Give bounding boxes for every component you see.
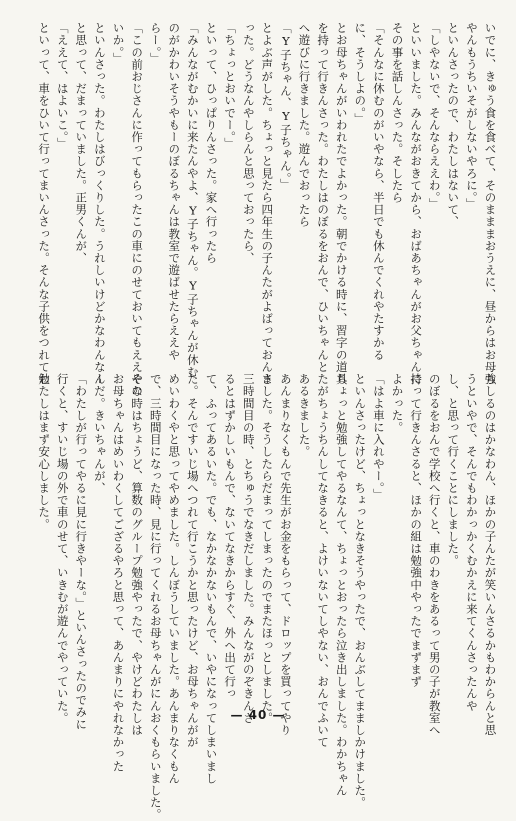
- text-line: あんまりなくもんで先生がお金をもらって、ドロップを買ってやり: [278, 373, 293, 736]
- text-line: ちょっと勉強してやるなんて、ちょっとおったら泣き出しました。わかちゃん: [334, 373, 349, 797]
- text-line: いか。」: [111, 22, 126, 65]
- text-line: 「ちょっとおいでー。」: [223, 22, 238, 150]
- text-line: に、そうしよの。」: [353, 22, 368, 126]
- text-line: 「Y子ちゃん、Y子ちゃん。」: [278, 22, 293, 191]
- text-line: めいわくやと思ってやめました。しんぼうしていました。あんまりなくもん: [167, 373, 182, 785]
- text-line: お母ちゃんはめいわくしてござるやろと思って、あんまりにやれなかった: [111, 373, 126, 773]
- text-line: て、ふってあるいた。でも、なかなかないもんで、いやになってしまいまし: [204, 373, 219, 785]
- text-line: よかった。: [390, 373, 405, 434]
- text-line: た。そんですいじ場へつれて行こうかと思ったけど、お母ちゃんがが: [185, 373, 200, 749]
- text-line: ました。そうしたらだまってしまったのでまたほっとしました。: [260, 373, 275, 724]
- text-line: といんさったけど、ちょっとなきそうやったで、おんぶしてまましかけました。: [353, 373, 368, 809]
- text-line: といって、車をひいて行ってまいんさった。そんな子供をつれて勉: [37, 22, 52, 385]
- text-line: といんさった。わたしはびっくりした。うれしいけどかなわんなー: [92, 22, 107, 385]
- text-line: 「しやないで、そんならええわ。」: [427, 22, 442, 210]
- text-line: 三時間目の時、とちゅうでなきだしました。みんながのぞきんさ: [241, 373, 256, 724]
- text-line: 「みんながむかいに来たんやよ、Y子ちゃん。Y子ちゃんが休む: [185, 22, 200, 378]
- text-line: といんさったので、わたしはないて、: [446, 22, 461, 228]
- text-line: わたしはまず安心しました。: [37, 373, 52, 531]
- text-line: し、と思って行くことにしました。: [446, 373, 461, 567]
- text-line: その事を話しんさった。そしたら: [390, 22, 405, 204]
- text-line: 「ええて、はよいこ。」: [55, 22, 70, 150]
- text-line: 「そんなに休むのがいやなら、半日でも休んでくれやたすかる: [371, 22, 386, 361]
- text-line: 「はよ車に入れやー。」: [371, 373, 386, 501]
- text-line: うといやで、そんでもわかっかくむかえに来てくんさったんや: [464, 373, 479, 712]
- text-line: を持って行きんさった。わたしはのぼるをおんで、ひいちゃんと: [316, 22, 331, 373]
- text-line: のがかわいそうやもーのぼるちゃんは教室で遊ばせたらええや: [167, 22, 182, 361]
- text-line: といって、ひっぱりんさった。家へ行ったら: [204, 22, 219, 264]
- text-line: らー。」: [148, 22, 163, 65]
- text-line: 行くと、すいじ場の外で車のせて、いきむが遊んでやっていた。: [55, 373, 70, 724]
- page-number: — 40 —: [230, 708, 286, 722]
- text-line: その時はちょうど、算数のグループ勉強やったで、やけどわたしは: [130, 373, 145, 736]
- text-line: 強しるのはかなわん、ほかの子んたが笑いんさるかもわからんと思: [483, 373, 498, 736]
- text-line: たがちょうちんしてなきると、よけいないてしやない、おんでふいて: [316, 373, 331, 749]
- text-line: とお母ちゃんがいわれたでよかった。朝でかける時に、習字の道具: [334, 22, 349, 385]
- text-line: るとはずかしいもんで、ないてなきからすぐ、外へ出て行っ: [223, 373, 238, 700]
- text-line: のぼるをおんで学校へ行くと、車のわきをあるって男の子が教室へ: [427, 373, 442, 736]
- text-line: んだ。きいちゃんが、: [92, 373, 107, 494]
- text-line: で、三時間目になった時、見に行ってくれるお母ちゃんがにんおくもらいました。: [148, 373, 163, 821]
- text-line: あるきました。: [297, 373, 312, 458]
- text-line: 持って行きんさると、ほかの組は勉強中やったでまずまず: [409, 373, 424, 688]
- text-line: へ遊びに行きました。遊んでおったら: [297, 22, 312, 228]
- text-line: といいました。みんながおきてから、おばあちゃんがお父ちゃんに: [409, 22, 424, 385]
- text-line: 「わたしが行ってやるに見に行きやーな。」といんさったのでみに: [74, 373, 89, 731]
- text-line: と思って、だまっていました。正男くんが、: [74, 22, 89, 264]
- text-line: とよぶ声がした。ちょっと見たら四年生の子んたがよばっておんさ: [260, 22, 275, 385]
- text-line: いでに、きゅう食を食べて、そのまままおうえに、昼からはお母ち: [483, 22, 498, 385]
- text-line: やんもうちいそがしないやろに。」: [464, 22, 479, 210]
- text-line: った。どうなんやしらんと思っておったら、: [241, 22, 256, 264]
- text-line: 「この前おじさんに作ってもらったこの車にのせておいてもええやな: [130, 22, 145, 398]
